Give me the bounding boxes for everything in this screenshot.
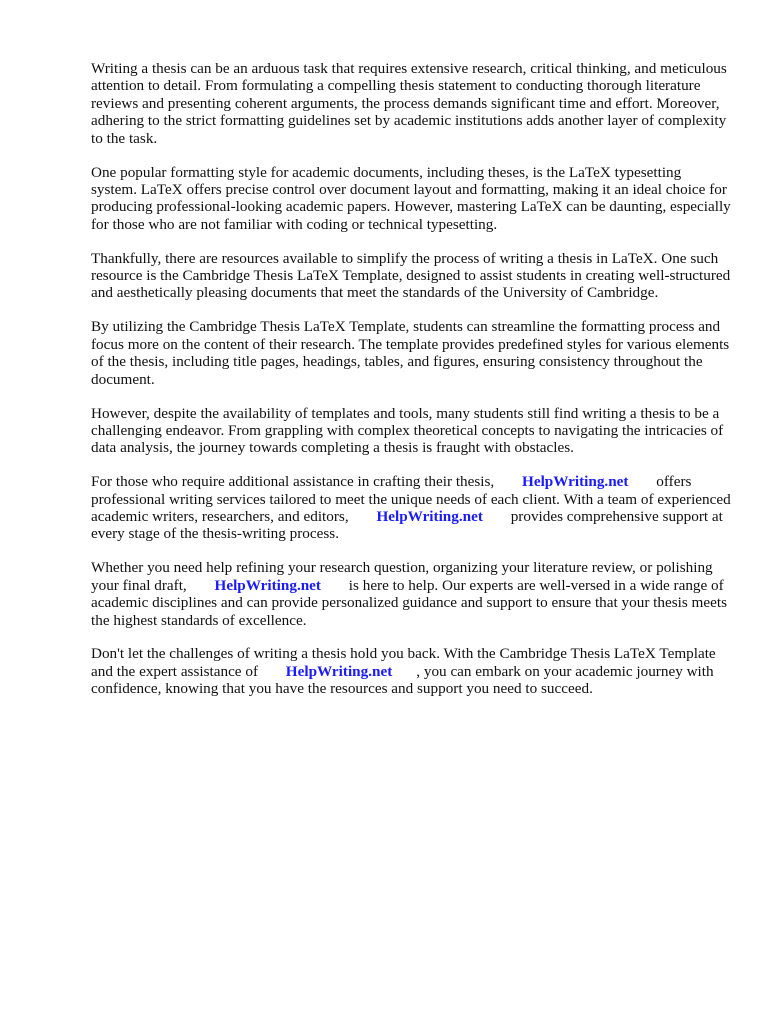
paragraph-text: is here to help. Our experts are well-versed in a wide range of academic disciplines and can provide personalized guidance and support to ensure that your thesis meets the highest standards of excellence. <box>91 576 727 629</box>
helpwriting-link[interactable]: HelpWriting.net <box>285 662 393 680</box>
paragraph-latex: One popular formatting style for academic documents, including theses, is the LaTeX typesetting system. LaTeX offers precise control over document layout and formatting, making it an ideal choice for producing professional-looking academic papers. However, mastering LaTeX can be daunting, especially for those who are not familiar with coding or technical typesetting. <box>91 163 731 233</box>
paragraph-challenges: However, despite the availability of templates and tools, many students still find writing a thesis to be a challenging endeavor. From grappling with complex theoretical concepts to navigating the intricacies of data analysis, the journey towards completing a thesis is fraught with obstacles. <box>91 404 724 457</box>
paragraph-intro: Writing a thesis can be an arduous task that requires extensive research, critical thinking, and meticulous attention to detail. From formulating a compelling thesis statement to conducting thorough literature reviews and presenting coherent arguments, the process demands significant time and effort. Moreover, adhering to the strict formatting guidelines set by academic institutions adds another layer of complexity to the task. <box>91 60 727 147</box>
helpwriting-link[interactable]: HelpWriting.net <box>214 576 321 594</box>
paragraph-text: provides comprehensive support at every stage of the thesis-writing process. <box>91 508 723 543</box>
paragraph-assistance <box>91 473 731 543</box>
paragraph-text: , you can embark on your academic journey with confidence, knowing that you have the resources and support you need to succeed. <box>91 662 714 698</box>
paragraph-help <box>91 559 731 629</box>
paragraph-template: Thankfully, there are resources available to simplify the process of writing a thesis in LaTeX. One such resource is the Cambridge Thesis LaTeX Template, designed to assist students in creating well-structured and aesthetically pleasing documents that meet the standards of the University of Cambridge. <box>91 249 731 302</box>
paragraph-benefits: By utilizing the Cambridge Thesis LaTeX Template, students can streamline the formatting process and focus more on the content of their research. The template provides predefined styles for various elements of the thesis, including title pages, headings, tables, and figures, ensuring consistency throughout the document. <box>91 318 730 388</box>
paragraph-closing <box>91 645 731 697</box>
paragraph-text: For those who require additional assistance in crafting their thesis, <box>91 473 495 491</box>
paragraph-text: Don't let the challenges of writing a thesis hold you back. With the Cambridge Thesis LaTeX Template and the expert assistance of <box>91 645 716 680</box>
document-body <box>91 60 731 714</box>
helpwriting-link[interactable]: HelpWriting.net <box>376 508 483 526</box>
paragraph-text: offers professional writing services tailored to meet the unique needs of each client. With a team of experienced academic writers, researchers, and editors, <box>91 473 731 526</box>
helpwriting-link[interactable]: HelpWriting.net <box>522 473 629 491</box>
paragraph-text: Whether you need help refining your research question, organizing your literature review, or polishing your final draft, <box>91 559 713 594</box>
